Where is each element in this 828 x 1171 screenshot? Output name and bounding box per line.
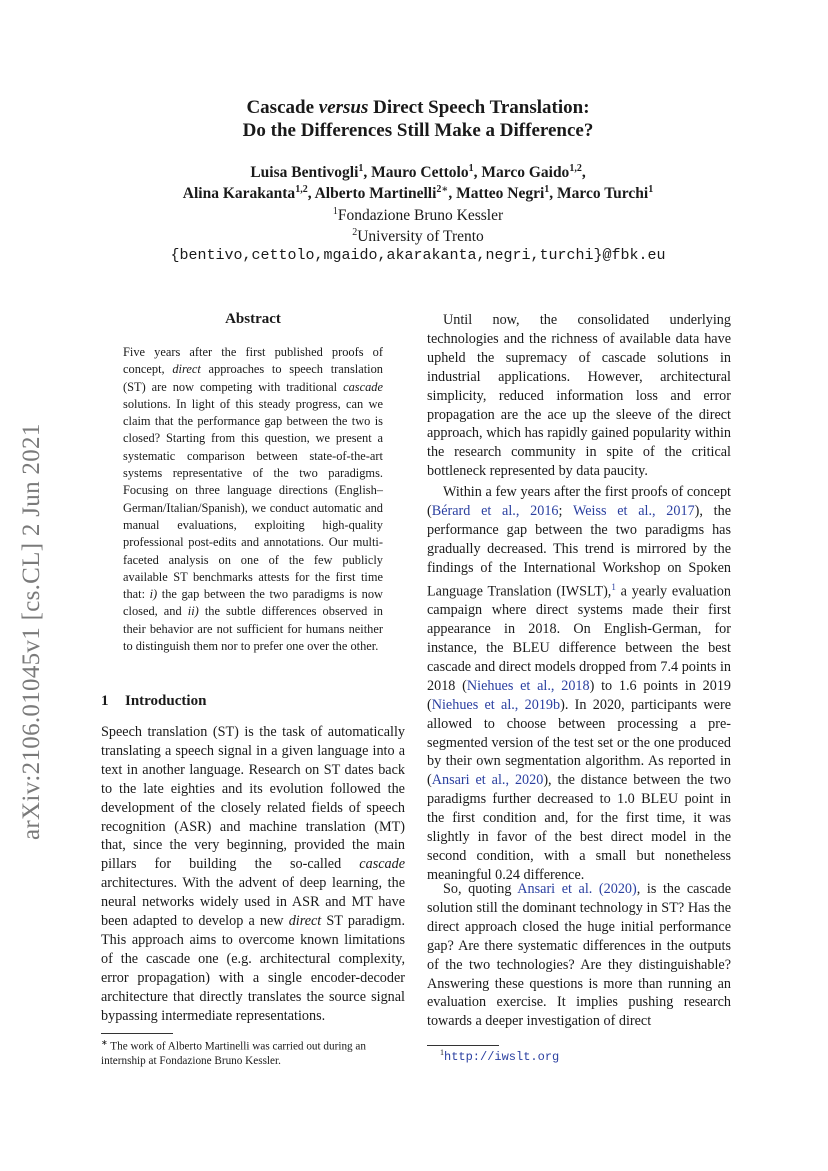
footnote-rule-right bbox=[427, 1045, 499, 1046]
paper-title: Cascade versus Direct Speech Translation: Do the Differences Still Make a Difference? bbox=[242, 97, 594, 141]
footnote-left: ∗ The work of Alberto Martinelli was carried out during an internship at Fondazione Bruno Kessler. bbox=[101, 1038, 366, 1068]
arxiv-stamp bbox=[8, 0, 68, 1171]
footnote-marker[interactable]: 1 bbox=[611, 581, 616, 592]
section-heading-introduction: 1 Introduction bbox=[101, 693, 207, 709]
right-paragraph-1: Until now, the consolidated underlying technologies and the richness of available data have upheld the supremacy of cascade solutions in industrial applications. However, architectural simplicity, reduced information loss and error propagation are the ace up the sleeve of the direct approach, which has rapidly gained popularity within the research community in spite of the critical bottleneck represented by data paucity. bbox=[427, 312, 731, 480]
citation-link[interactable]: Niehues et al., 2019b bbox=[431, 696, 561, 713]
right-paragraph-3: So, quoting Ansari et al. (2020), is the cascade solution still the dominant technology in ST? Has the direct approach closed the huge initial performance gap? Are there systematic differences in the outputs of the two technologies? Are they distinguishable? Answering these questions is more than running an evaluation exercise. It implies pushing research towards a deeper investigation of direct bbox=[427, 881, 731, 1030]
citation-link[interactable]: Bérard et al., 2016 bbox=[431, 502, 559, 519]
footnote-rule-left bbox=[101, 1033, 173, 1034]
affiliations: $^1$Fondazione Bruno Kessler $^2$University of Trento bbox=[332, 205, 504, 245]
citation-link[interactable]: Ansari et al. (2020) bbox=[517, 881, 637, 897]
footnote-right: $^1$http://iwslt.org bbox=[440, 1048, 560, 1064]
footnote-url-link[interactable]: http://iwslt.org bbox=[444, 1050, 560, 1064]
introduction-paragraph: Speech translation (ST) is the task of automatically translating a speech signal in a given language into a text in another language. Research on ST dates back to the late eighties and its evolution followed the development of the closely related fields of speech recognition (ASR) and machine translation (MT) that, since the very beginning, provided the main pillars for building the so-called cascade architectures. With the advent of deep learning, the neural networks widely used in ASR and MT have been adapted to develop a new direct ST paradigm. This approach aims to overcome known limitations of the cascade one (e.g. architectural complexity, error propagation) with a single encoder-decoder architecture that directly translates the source signal bypassing intermediate representations. bbox=[101, 724, 405, 1024]
author-list: Luisa Bentivogli$^1$, Mauro Cettolo$^1$, Marco Gaido$^{1,2}$, Alina Karakanta$^{1,2}$, Alberto Martinelli$^{2∗}$, Matteo Negri$^1$, Marco Turchi$^1$ bbox=[182, 162, 654, 202]
author-email: {bentivo,cettolo,mgaido,akarakanta,negri,turchi}@fbk.eu bbox=[170, 247, 666, 264]
abstract-heading: Abstract bbox=[225, 311, 281, 327]
citation-link[interactable]: Weiss et al., 2017 bbox=[572, 502, 695, 519]
citation-link[interactable]: Ansari et al., 2020 bbox=[431, 772, 544, 789]
citation-link[interactable]: Niehues et al., 2018 bbox=[466, 677, 590, 694]
arxiv-stamp-text: arXiv:2106.01045v1 [cs.CL] 2 Jun 2021 bbox=[18, 423, 45, 840]
right-paragraph-2: Within a few years after the first proofs of concept (Bérard et al., 2016; Weiss et al., 2017), the performance gap between the two paradigms has gradually decreased. This trend is mirrored by the findings of the International Workshop on Spoken Language Translation (IWSLT),$^1$ a yearly evaluation campaign where direct systems made their first appearance in 2018. On English-German, for instance, the BLEU difference between the best cascade and direct models dropped from 7.4 points in 2018 (Niehues et al., 2018) to 1.6 points in 2019 (Niehues et al., 2019b). In 2020, participants were allowed to choose between processing a pre-segmented version of the test set or the one produced by their own segmentation algorithm. As reported in (Ansari et al., 2020), the distance between the two paradigms further decreased to 1.0 BLEU point in the first condition and, for the first time, it was slightly in favor of the best direct model in the second condition, with a small but nonetheless meaningful 0.24 difference. bbox=[427, 484, 732, 883]
abstract-body: Five years after the first published proofs of concept, direct approaches to speech translation (ST) are now competing with traditional cascade solutions. In light of this steady progress, can we claim that the performance gap between the two is closed? Starting from this question, we present a systematic comparison between state-of-the-art systems representative of the two paradigms. Focusing on three language directions (English–German/Italian/Spanish), we conduct automatic and manual evaluations, exploiting high-quality professional post-edits and annotations. Our multi-faceted analysis on one of the few publicly available ST benchmarks attests for the first time that: i) the gap between the two paradigms is now closed, and ii) the subtle differences observed in their behavior are not sufficient for humans neither to distinguish them nor to prefer one over the other. bbox=[123, 345, 384, 654]
